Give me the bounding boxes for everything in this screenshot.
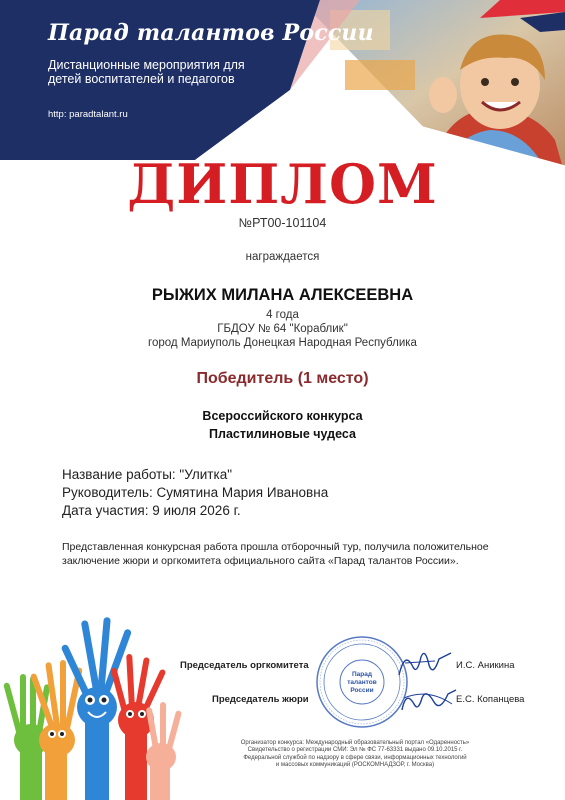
contest-line-2: Пластилиновые чудеса: [209, 427, 356, 441]
footer-line-3: Федеральной службой по надзору в сфере связи, информационных технологий: [243, 754, 467, 761]
diploma-title: ДИПЛОМ: [127, 152, 438, 216]
award-place: Победитель (1 место): [196, 370, 369, 387]
brand-logo-text: Парад талантов России: [48, 20, 374, 46]
signature-org-chair: [395, 645, 455, 681]
work-title: Название работы: "Улитка": [62, 467, 232, 482]
diploma-number: №РТ00-101104: [238, 216, 327, 230]
footer-line-1: Организатор конкурса: Международный образовательный портал «Одаренность»: [240, 740, 470, 746]
site-link[interactable]: http: paradtalant.ru: [48, 109, 128, 120]
chair-org-name: И.С. Аникина: [456, 660, 515, 671]
participation-date: Дата участия: 9 июля 2026 г.: [62, 503, 241, 518]
footer-line-2: Свидетельство о регистрации СМИ: Эл № ФС 77-63331 выдано 09.10.2015 г.: [247, 747, 463, 754]
signature-jury-chair: [398, 684, 460, 718]
chair-jury-label: Председатель жюри: [212, 694, 309, 705]
confirmation-note: Представленная конкурсная работа прошла отборочный тур, получила положительное заключение жюри и оргкомитета официального сайта «Парад талантов России».: [62, 541, 489, 567]
recipient-institution: ГБДОУ № 64 "Кораблик": [217, 323, 348, 335]
awarded-label: награждается: [245, 251, 320, 263]
header-subtitle: Дистанционные мероприятия для детей воспитателей и педагогов: [48, 58, 245, 86]
footer-legal-info: [200, 740, 510, 770]
chair-jury-name: Е.С. Копанцева: [456, 694, 525, 705]
seal-text-1: Парад: [352, 671, 372, 678]
recipient-city: город Мариуполь Донецкая Народная Республика: [148, 337, 417, 349]
work-details: [62, 466, 328, 520]
colorful-hands-illustration: [0, 612, 200, 800]
seal-text-2: талантов: [347, 679, 377, 686]
chair-org-label: Председатель оргкомитета: [180, 660, 309, 671]
work-supervisor: Руководитель: Сумятина Мария Ивановна: [62, 485, 329, 500]
seal-text-3: России: [350, 687, 374, 694]
recipient-age: 4 года: [266, 309, 299, 321]
contest-line-1: Всероссийского конкурса: [202, 409, 363, 423]
footer-line-4: и массовых коммуникаций (РОСКОМНАДЗОР, г. Москва): [275, 762, 435, 769]
recipient-name: РЫЖИХ МИЛАНА АЛЕКСЕЕВНА: [151, 286, 414, 304]
